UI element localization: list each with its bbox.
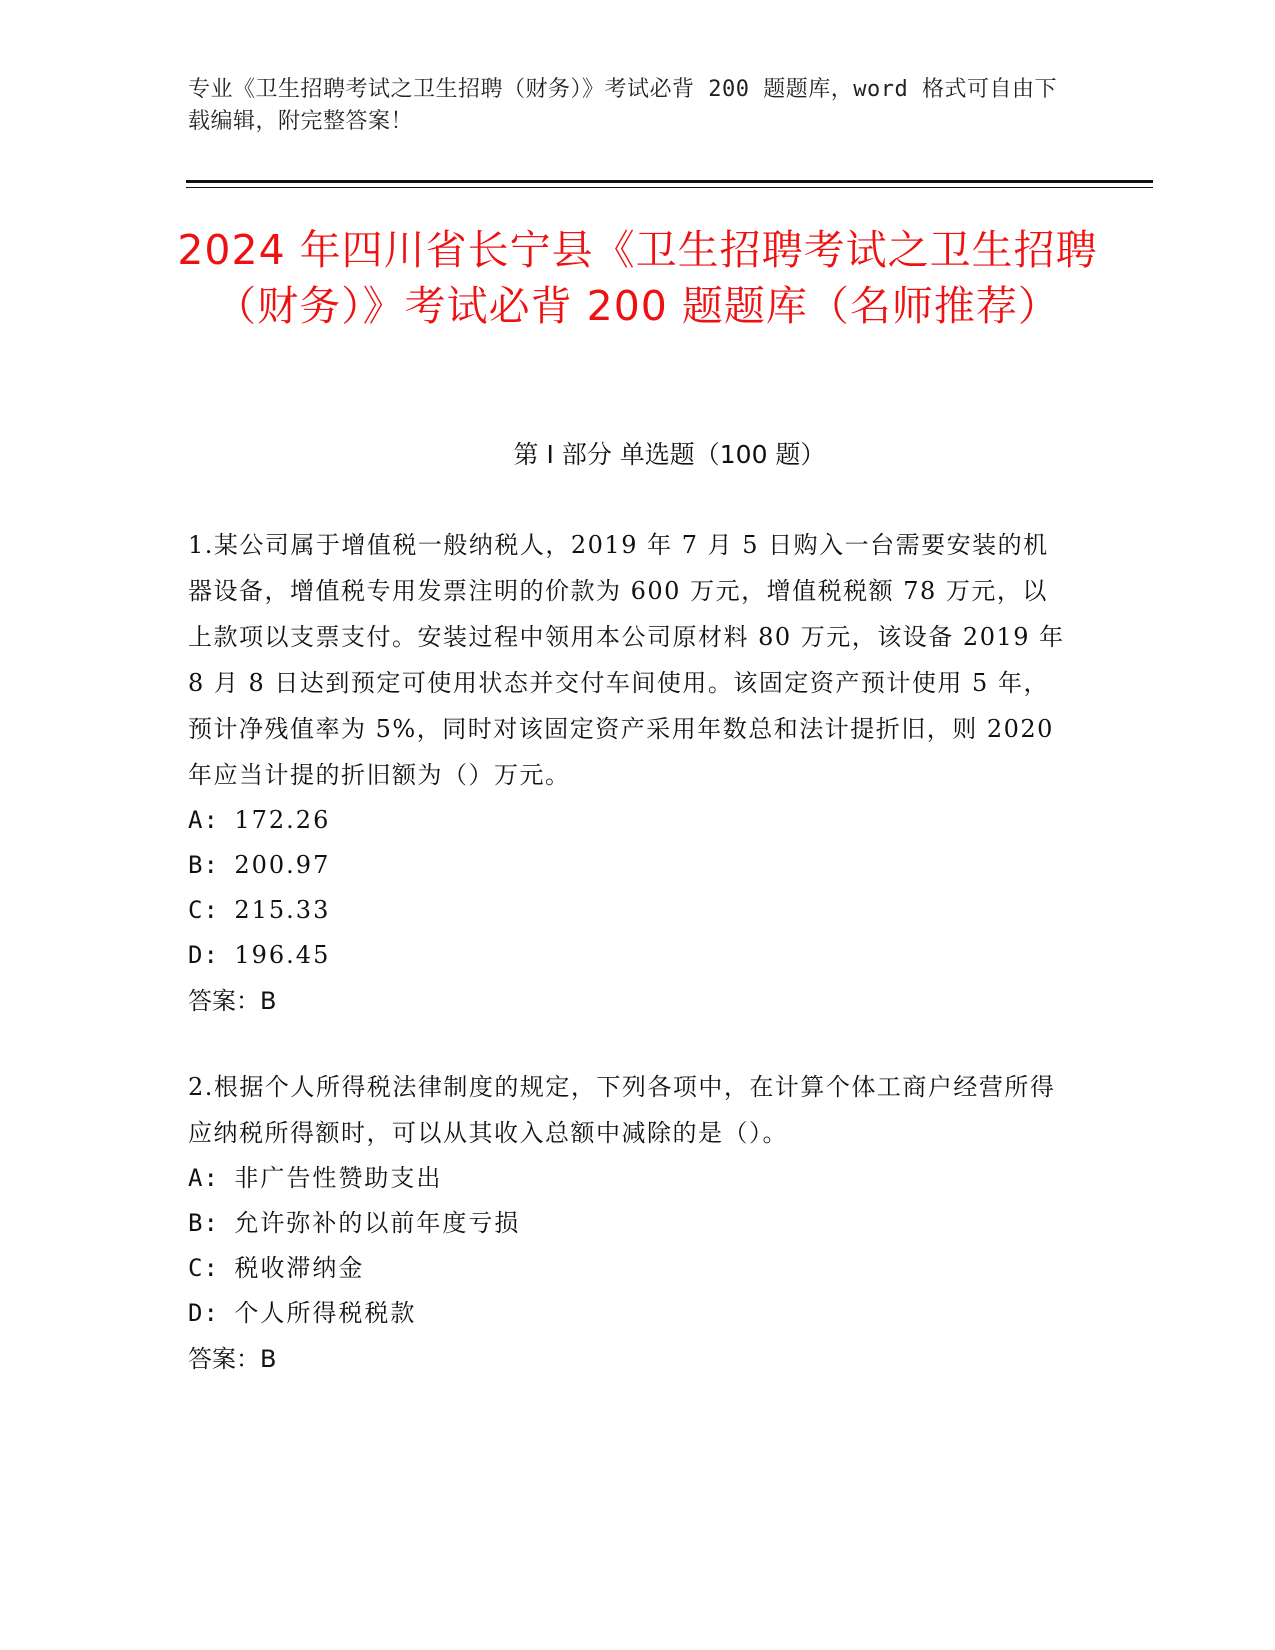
question-stem: 2.根据个人所得税法律制度的规定，下列各项中，在计算个体工商户经营所得应纳税所得额时，可以从其收入总额中减除的是（）。 [188, 1073, 1056, 1147]
option-b [188, 843, 1068, 888]
option-text: 200.97 [234, 851, 331, 879]
option-label: B: [188, 1209, 219, 1237]
question-1 [188, 522, 1068, 1024]
header-divider-thick [186, 180, 1153, 183]
option-label: D: [188, 1299, 219, 1327]
option-text: 172.26 [234, 806, 331, 834]
section-heading: 第 I 部分 单选题（100 题） [513, 440, 826, 469]
question-stem: 1.某公司属于增值税一般纳税人，2019 年 7 月 5 日购入一台需要安装的机器设备，增值税专用发票注明的价款为 600 万元，增值税税额 78 万元，以上款项以支票支付。安装过程中领用本公司原材料 80 万元，该设备 2019 年 8 月 8 日达到预定可使用状态并交付车间使用。该固定资产预计使用 5 年，预计净残值率为 5%，同时对该固定资产采用年数总和法计提折旧，则 2020 年应当计提的折旧额为（）万元。 [188, 531, 1065, 789]
option-c [188, 888, 1068, 933]
header-note: 专业《卫生招聘考试之卫生招聘（财务）》考试必背 200 题题库，word 格式可自由下载编辑，附完整答案！ [188, 77, 1057, 134]
option-d [188, 1291, 1068, 1336]
option-text: 税收滞纳金 [234, 1254, 365, 1282]
option-label: D: [188, 941, 219, 969]
option-label: A: [188, 806, 219, 834]
option-b [188, 1201, 1068, 1246]
option-text: 196.45 [234, 941, 331, 969]
option-label: C: [188, 896, 219, 924]
document-title: 2024 年四川省长宁县《卫生招聘考试之卫生招聘（财务）》考试必背 200 题题库（名师推荐） [177, 226, 1098, 330]
header-divider-thin [186, 187, 1153, 188]
option-text: 215.33 [234, 896, 331, 924]
option-text: 非广告性赞助支出 [234, 1164, 443, 1192]
option-text: 允许弥补的以前年度亏损 [234, 1209, 521, 1237]
option-c [188, 1246, 1068, 1291]
option-d [188, 933, 1068, 978]
option-label: B: [188, 851, 219, 879]
option-label: C: [188, 1254, 219, 1282]
question-2 [188, 1064, 1068, 1382]
answer-line: 答案：B [188, 1345, 277, 1373]
option-a [188, 1156, 1068, 1201]
option-a [188, 798, 1068, 843]
option-label: A: [188, 1164, 219, 1192]
option-text: 个人所得税税款 [234, 1299, 417, 1327]
answer-line: 答案：B [188, 987, 277, 1015]
